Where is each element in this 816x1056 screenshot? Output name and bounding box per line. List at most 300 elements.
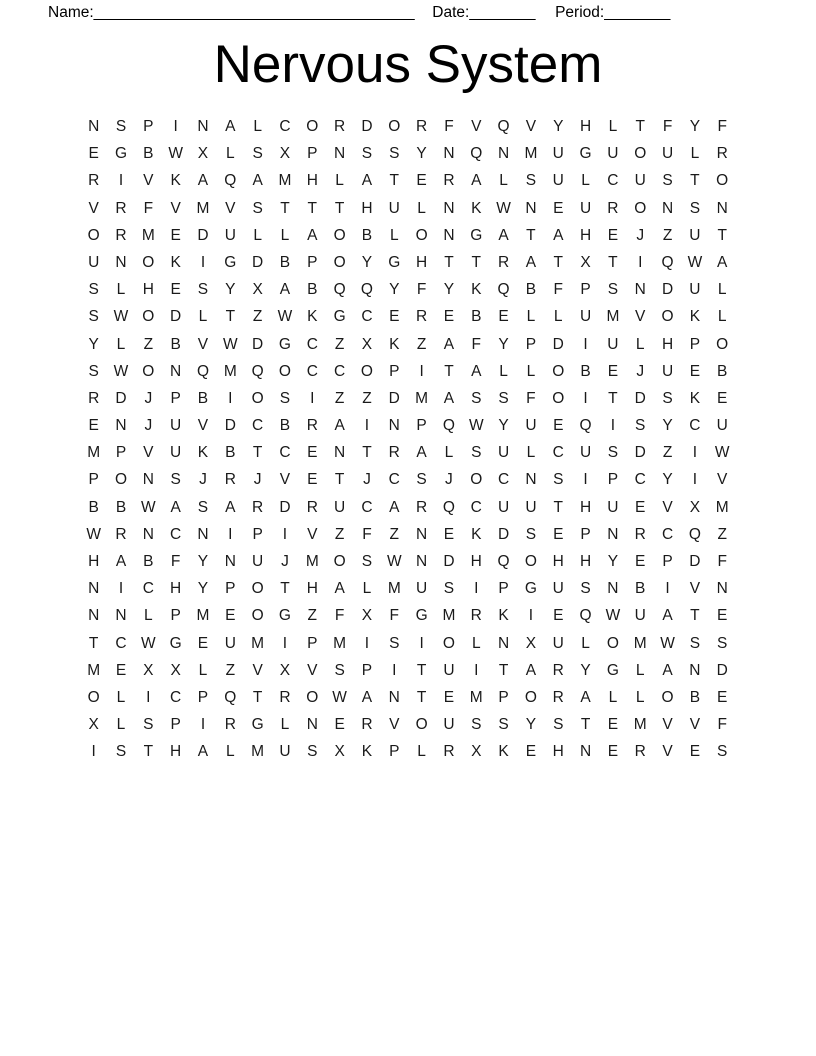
grid-letter[interactable]: D xyxy=(170,308,182,326)
grid-letter[interactable]: X xyxy=(170,661,181,679)
grid-letter[interactable]: S xyxy=(88,362,99,380)
grid-letter[interactable]: M xyxy=(606,308,620,326)
grid-letter[interactable]: T xyxy=(225,308,236,326)
grid-letter[interactable]: R xyxy=(252,498,264,516)
grid-letter[interactable]: S xyxy=(553,471,564,489)
grid-letter[interactable]: K xyxy=(197,444,209,462)
grid-letter[interactable]: S xyxy=(443,580,455,598)
grid-letter[interactable]: J xyxy=(636,226,645,244)
grid-letter[interactable]: R xyxy=(634,525,646,543)
grid-letter[interactable]: F xyxy=(662,118,673,135)
grid-letter[interactable]: L xyxy=(253,226,262,244)
grid-letter[interactable]: H xyxy=(470,553,482,570)
grid-letter[interactable]: B xyxy=(279,417,291,435)
grid-letter[interactable]: L xyxy=(526,308,536,326)
grid-letter[interactable]: X xyxy=(252,281,263,299)
grid-letter[interactable]: O xyxy=(606,634,619,652)
grid-letter[interactable]: L xyxy=(144,607,153,625)
grid-letter[interactable]: T xyxy=(553,498,563,516)
grid-letter[interactable]: G xyxy=(114,145,128,163)
grid-letter[interactable]: S xyxy=(607,281,619,299)
grid-letter[interactable]: P xyxy=(416,417,427,435)
grid-letter[interactable]: N xyxy=(689,661,701,679)
grid-letter[interactable]: N xyxy=(88,607,100,625)
grid-letter[interactable]: R xyxy=(552,661,564,679)
grid-letter[interactable]: O xyxy=(470,471,483,489)
grid-letter[interactable]: G xyxy=(278,607,291,625)
grid-letter[interactable]: L xyxy=(417,199,426,217)
grid-letter[interactable]: U xyxy=(224,634,236,652)
grid-letter[interactable]: R xyxy=(361,716,373,734)
grid-letter[interactable]: N xyxy=(579,743,592,761)
grid-letter[interactable]: M xyxy=(633,716,647,734)
grid-letter[interactable]: U xyxy=(689,281,701,299)
grid-letter[interactable]: E xyxy=(553,199,564,217)
grid-letter[interactable]: E xyxy=(607,226,619,244)
grid-letter[interactable]: O xyxy=(333,553,346,570)
grid-letter[interactable]: N xyxy=(416,553,428,570)
grid-letter[interactable]: S xyxy=(197,281,209,299)
grid-letter[interactable]: T xyxy=(362,444,372,462)
grid-letter[interactable]: C xyxy=(552,444,564,462)
grid-letter[interactable]: S xyxy=(88,308,99,326)
grid-letter[interactable]: V xyxy=(197,335,209,353)
grid-letter[interactable]: V xyxy=(635,308,646,326)
grid-letter[interactable]: E xyxy=(115,661,127,679)
grid-letter[interactable]: E xyxy=(443,525,455,543)
grid-letter[interactable]: Y xyxy=(416,145,427,163)
grid-letter[interactable]: N xyxy=(497,145,510,163)
grid-letter[interactable]: L xyxy=(389,226,399,244)
grid-letter[interactable]: T xyxy=(389,172,399,190)
grid-letter[interactable]: T xyxy=(608,389,618,407)
grid-letter[interactable]: M xyxy=(251,634,265,652)
grid-letter[interactable]: V xyxy=(662,743,673,761)
grid-letter[interactable]: L xyxy=(581,172,590,190)
grid-letter[interactable]: H xyxy=(579,226,592,244)
grid-letter[interactable]: O xyxy=(306,688,319,706)
grid-letter[interactable]: O xyxy=(251,580,264,598)
grid-letter[interactable]: Y xyxy=(225,281,236,299)
grid-letter[interactable]: P xyxy=(170,389,181,407)
grid-letter[interactable]: T xyxy=(608,253,618,271)
grid-letter[interactable]: S xyxy=(307,743,318,761)
grid-letter[interactable]: U xyxy=(170,444,182,462)
grid-letter[interactable]: Y xyxy=(553,118,564,135)
grid-letter[interactable]: N xyxy=(115,253,127,271)
grid-letter[interactable]: Z xyxy=(334,389,345,407)
grid-letter[interactable]: V xyxy=(307,661,318,679)
grid-letter[interactable]: V xyxy=(143,172,154,190)
grid-letter[interactable]: V xyxy=(525,118,537,135)
grid-letter[interactable]: N xyxy=(607,525,619,543)
grid-letter[interactable]: V xyxy=(252,661,263,679)
grid-letter[interactable]: C xyxy=(334,362,346,380)
grid-letter[interactable]: M xyxy=(633,634,647,652)
grid-letter[interactable]: U xyxy=(579,308,592,326)
grid-letter[interactable]: O xyxy=(661,688,674,706)
grid-letter[interactable]: L xyxy=(553,308,563,326)
grid-letter[interactable]: A xyxy=(197,172,209,190)
grid-letter[interactable]: O xyxy=(251,389,264,407)
grid-letter[interactable]: N xyxy=(497,634,510,652)
grid-letter[interactable]: J xyxy=(636,362,645,380)
grid-letter[interactable]: B xyxy=(88,498,99,516)
grid-letter[interactable]: T xyxy=(471,253,481,271)
grid-letter[interactable]: H xyxy=(579,498,592,516)
grid-letter[interactable]: U xyxy=(552,634,564,652)
grid-letter[interactable]: B xyxy=(143,145,154,163)
grid-letter[interactable]: S xyxy=(607,444,619,462)
grid-letter[interactable]: C xyxy=(689,417,701,435)
grid-letter[interactable]: J xyxy=(199,471,207,489)
grid-letter[interactable]: I xyxy=(528,607,534,625)
grid-letter[interactable]: O xyxy=(142,308,155,326)
grid-letter[interactable]: N xyxy=(634,281,646,299)
grid-letter[interactable]: G xyxy=(415,607,428,625)
grid-letter[interactable]: Q xyxy=(333,281,346,299)
grid-letter[interactable]: L xyxy=(635,688,645,706)
grid-letter[interactable]: Q xyxy=(661,253,674,271)
grid-letter[interactable]: Q xyxy=(251,362,264,380)
grid-letter[interactable]: U xyxy=(388,199,400,217)
grid-letter[interactable]: O xyxy=(661,308,674,326)
grid-letter[interactable]: G xyxy=(278,335,291,353)
grid-letter[interactable]: B xyxy=(225,444,236,462)
grid-letter[interactable]: I xyxy=(228,389,233,407)
grid-letter[interactable]: M xyxy=(278,172,292,190)
grid-letter[interactable]: E xyxy=(170,281,181,299)
grid-letter[interactable]: O xyxy=(716,172,729,190)
grid-letter[interactable]: L xyxy=(362,580,372,598)
grid-letter[interactable]: X xyxy=(361,607,373,625)
grid-letter[interactable]: C xyxy=(115,634,127,652)
grid-letter[interactable]: P xyxy=(225,580,236,598)
grid-letter[interactable]: R xyxy=(443,743,455,761)
grid-letter[interactable]: U xyxy=(607,145,619,163)
grid-letter[interactable]: I xyxy=(364,417,370,435)
grid-letter[interactable]: I xyxy=(583,389,588,407)
grid-letter[interactable]: B xyxy=(279,253,291,271)
grid-letter[interactable]: B xyxy=(143,553,154,570)
grid-letter[interactable]: X xyxy=(197,145,209,163)
grid-letter[interactable]: I xyxy=(228,525,233,543)
grid-letter[interactable]: P xyxy=(197,688,209,706)
grid-letter[interactable]: Z xyxy=(143,335,154,353)
grid-letter[interactable]: N xyxy=(388,417,400,435)
period-field[interactable] xyxy=(555,4,670,22)
grid-letter[interactable]: K xyxy=(689,308,701,326)
grid-letter[interactable]: S xyxy=(389,634,400,652)
grid-letter[interactable]: F xyxy=(717,716,727,734)
grid-letter[interactable]: D xyxy=(634,444,646,462)
grid-letter[interactable]: L xyxy=(116,281,126,299)
grid-letter[interactable]: A xyxy=(115,553,127,570)
grid-letter[interactable]: O xyxy=(278,362,291,380)
grid-letter[interactable]: I xyxy=(692,444,698,462)
grid-letter[interactable]: C xyxy=(607,172,619,190)
grid-letter[interactable]: Y xyxy=(197,580,209,598)
grid-letter[interactable]: H xyxy=(361,199,373,217)
grid-letter[interactable]: L xyxy=(526,444,536,462)
grid-letter[interactable]: S xyxy=(580,580,591,598)
grid-letter[interactable]: K xyxy=(689,389,701,407)
grid-letter[interactable]: A xyxy=(252,172,263,190)
grid-letter[interactable]: X xyxy=(689,498,701,516)
grid-letter[interactable]: F xyxy=(170,553,181,570)
grid-letter[interactable]: X xyxy=(279,661,291,679)
name-field[interactable] xyxy=(48,4,414,22)
grid-letter[interactable]: F xyxy=(553,281,563,299)
grid-letter[interactable]: T xyxy=(280,580,290,598)
grid-letter[interactable]: H xyxy=(142,281,154,299)
grid-letter[interactable]: O xyxy=(634,199,647,217)
grid-letter[interactable]: W xyxy=(113,362,129,380)
grid-letter[interactable]: B xyxy=(361,226,373,244)
grid-letter[interactable]: A xyxy=(416,444,427,462)
grid-letter[interactable]: Y xyxy=(88,335,99,353)
grid-letter[interactable]: I xyxy=(282,634,288,652)
grid-letter[interactable]: X xyxy=(334,743,345,761)
grid-letter[interactable]: R xyxy=(334,118,346,135)
grid-letter[interactable]: D xyxy=(361,118,373,135)
grid-letter[interactable]: L xyxy=(444,444,454,462)
grid-letter[interactable]: P xyxy=(115,444,127,462)
grid-letter[interactable]: A xyxy=(334,580,345,598)
grid-letter[interactable]: H xyxy=(661,335,674,353)
grid-letter[interactable]: K xyxy=(170,253,181,271)
grid-letter[interactable]: L xyxy=(253,118,262,135)
grid-letter[interactable]: O xyxy=(306,118,319,135)
grid-letter[interactable]: G xyxy=(579,145,592,163)
grid-letter[interactable]: Z xyxy=(307,607,318,625)
grid-letter[interactable]: D xyxy=(252,253,264,271)
grid-letter[interactable]: X xyxy=(361,335,373,353)
grid-letter[interactable]: R xyxy=(115,199,127,217)
grid-letter[interactable]: W xyxy=(141,498,156,516)
grid-letter[interactable]: L xyxy=(198,308,208,326)
grid-letter[interactable]: N xyxy=(170,362,182,380)
grid-letter[interactable]: P xyxy=(580,281,591,299)
grid-letter[interactable]: J xyxy=(144,389,153,407)
grid-letter[interactable]: V xyxy=(143,444,154,462)
grid-letter[interactable]: P xyxy=(389,743,400,761)
grid-letter[interactable]: N xyxy=(224,553,236,570)
grid-letter[interactable]: Y xyxy=(607,553,619,570)
grid-letter[interactable]: B xyxy=(717,362,728,380)
grid-letter[interactable]: D xyxy=(197,226,209,244)
grid-letter[interactable]: T xyxy=(444,253,454,271)
grid-letter[interactable]: E xyxy=(553,525,564,543)
grid-letter[interactable]: K xyxy=(170,172,181,190)
grid-letter[interactable]: I xyxy=(610,417,616,435)
grid-letter[interactable]: N xyxy=(142,525,154,543)
grid-letter[interactable]: N xyxy=(142,471,154,489)
grid-letter[interactable]: E xyxy=(607,743,619,761)
grid-letter[interactable]: S xyxy=(115,118,127,135)
grid-letter[interactable]: Z xyxy=(662,226,673,244)
grid-letter[interactable]: W xyxy=(86,525,101,543)
grid-letter[interactable]: H xyxy=(416,253,428,271)
grid-letter[interactable]: T xyxy=(307,199,318,217)
grid-letter[interactable]: L xyxy=(526,362,536,380)
grid-letter[interactable]: N xyxy=(716,199,728,217)
grid-letter[interactable]: U xyxy=(634,607,646,625)
grid-letter[interactable]: T xyxy=(717,226,727,244)
grid-letter[interactable]: X xyxy=(471,743,482,761)
grid-letter[interactable]: M xyxy=(715,498,729,516)
grid-letter[interactable]: A xyxy=(498,226,509,244)
grid-letter[interactable]: I xyxy=(474,661,479,679)
grid-letter[interactable]: Y xyxy=(580,661,591,679)
grid-letter[interactable]: N xyxy=(525,199,537,217)
grid-letter[interactable]: S xyxy=(416,471,427,489)
grid-letter[interactable]: C xyxy=(306,362,318,380)
grid-letter[interactable]: K xyxy=(389,335,400,353)
grid-letter[interactable]: F xyxy=(526,389,536,407)
grid-letter[interactable]: I xyxy=(638,253,643,271)
grid-letter[interactable]: T xyxy=(526,226,536,244)
grid-letter[interactable]: Y xyxy=(498,335,509,353)
grid-letter[interactable]: Q xyxy=(442,417,455,435)
grid-letter[interactable]: T xyxy=(416,688,427,706)
grid-letter[interactable]: E xyxy=(689,362,701,380)
grid-letter[interactable]: I xyxy=(364,634,370,652)
grid-letter[interactable]: F xyxy=(416,281,427,299)
grid-letter[interactable]: O xyxy=(333,226,346,244)
grid-letter[interactable]: X xyxy=(143,661,154,679)
grid-letter[interactable]: I xyxy=(118,172,124,190)
grid-letter[interactable]: C xyxy=(170,688,182,706)
grid-letter[interactable]: N xyxy=(88,118,100,135)
grid-letter[interactable]: R xyxy=(607,199,619,217)
grid-letter[interactable]: E xyxy=(553,607,564,625)
grid-letter[interactable]: B xyxy=(580,362,591,380)
grid-letter[interactable]: S xyxy=(553,716,564,734)
grid-letter[interactable]: N xyxy=(115,417,127,435)
grid-letter[interactable]: V xyxy=(197,417,209,435)
grid-letter[interactable]: E xyxy=(689,743,701,761)
grid-letter[interactable]: L xyxy=(608,688,618,706)
grid-letter[interactable]: D xyxy=(716,661,728,679)
grid-letter[interactable]: C xyxy=(361,498,373,516)
grid-letter[interactable]: A xyxy=(443,389,455,407)
grid-letter[interactable]: M xyxy=(415,389,429,407)
grid-letter[interactable]: C xyxy=(279,118,291,135)
grid-letter[interactable]: O xyxy=(552,362,565,380)
grid-letter[interactable]: V xyxy=(225,199,236,217)
grid-letter[interactable]: S xyxy=(170,471,181,489)
grid-letter[interactable]: S xyxy=(471,389,482,407)
grid-letter[interactable]: P xyxy=(88,471,99,489)
grid-letter[interactable]: F xyxy=(362,525,372,543)
grid-letter[interactable]: W xyxy=(222,335,238,353)
grid-letter[interactable]: R xyxy=(115,525,127,543)
grid-letter[interactable]: L xyxy=(116,716,126,734)
grid-letter[interactable]: Q xyxy=(497,281,510,299)
grid-letter[interactable]: A xyxy=(580,688,591,706)
grid-letter[interactable]: I xyxy=(200,253,206,271)
grid-letter[interactable]: O xyxy=(716,335,729,353)
grid-letter[interactable]: S xyxy=(689,634,701,652)
grid-letter[interactable]: R xyxy=(88,389,100,407)
grid-letter[interactable]: U xyxy=(525,417,537,435)
grid-letter[interactable]: J xyxy=(363,471,371,489)
grid-letter[interactable]: S xyxy=(635,417,646,435)
grid-letter[interactable]: X xyxy=(580,253,591,271)
grid-letter[interactable]: O xyxy=(87,688,100,706)
grid-letter[interactable]: G xyxy=(333,308,346,326)
grid-letter[interactable]: Y xyxy=(662,471,673,489)
grid-letter[interactable]: U xyxy=(607,498,619,516)
grid-letter[interactable]: R xyxy=(88,172,100,190)
grid-letter[interactable]: E xyxy=(525,743,537,761)
name-write-line[interactable]: _______________________________________ xyxy=(93,4,415,21)
grid-letter[interactable]: U xyxy=(224,226,236,244)
grid-letter[interactable]: F xyxy=(717,553,727,570)
grid-letter[interactable]: I xyxy=(474,580,479,598)
grid-letter[interactable]: A xyxy=(471,172,482,190)
grid-letter[interactable]: E xyxy=(717,389,728,407)
grid-letter[interactable]: C xyxy=(279,444,291,462)
grid-letter[interactable]: O xyxy=(87,226,100,244)
grid-letter[interactable]: C xyxy=(388,471,400,489)
grid-letter[interactable]: S xyxy=(471,716,482,734)
grid-letter[interactable]: L xyxy=(280,716,290,734)
grid-letter[interactable]: D xyxy=(224,417,236,435)
grid-letter[interactable]: E xyxy=(443,688,455,706)
grid-letter[interactable]: E xyxy=(635,553,646,570)
grid-letter[interactable]: O xyxy=(142,253,155,271)
grid-letter[interactable]: N xyxy=(525,471,537,489)
grid-letter[interactable]: A xyxy=(662,607,673,625)
grid-letter[interactable]: S xyxy=(717,634,728,652)
grid-letter[interactable]: Z xyxy=(362,389,372,407)
grid-letter[interactable]: J xyxy=(144,417,153,435)
grid-letter[interactable]: O xyxy=(524,553,537,570)
grid-letter[interactable]: I xyxy=(282,525,288,543)
word-search-grid[interactable] xyxy=(80,113,736,766)
grid-letter[interactable]: D xyxy=(634,389,646,407)
grid-letter[interactable]: R xyxy=(279,688,291,706)
grid-letter[interactable]: E xyxy=(443,308,455,326)
grid-letter[interactable]: F xyxy=(334,607,345,625)
grid-letter[interactable]: S xyxy=(471,444,482,462)
grid-letter[interactable]: C xyxy=(634,471,646,489)
grid-letter[interactable]: Y xyxy=(361,253,373,271)
grid-letter[interactable]: E xyxy=(717,688,728,706)
grid-letter[interactable]: D xyxy=(497,525,510,543)
grid-letter[interactable]: S xyxy=(717,743,728,761)
grid-letter[interactable]: A xyxy=(717,253,728,271)
grid-letter[interactable]: V xyxy=(662,716,673,734)
grid-letter[interactable]: A xyxy=(225,498,236,516)
grid-letter[interactable]: M xyxy=(223,362,237,380)
grid-letter[interactable]: D xyxy=(388,389,400,407)
grid-letter[interactable]: Q xyxy=(497,118,510,135)
grid-letter[interactable]: P xyxy=(307,145,318,163)
grid-letter[interactable]: E xyxy=(307,471,318,489)
grid-letter[interactable]: C xyxy=(252,417,264,435)
grid-letter[interactable]: L xyxy=(335,172,344,190)
grid-letter[interactable]: N xyxy=(388,688,400,706)
grid-letter[interactable]: P xyxy=(307,634,318,652)
grid-letter[interactable]: I xyxy=(583,335,588,353)
grid-letter[interactable]: A xyxy=(443,335,455,353)
grid-letter[interactable]: B xyxy=(635,580,646,598)
grid-letter[interactable]: B xyxy=(307,281,318,299)
grid-letter[interactable]: I xyxy=(200,716,206,734)
